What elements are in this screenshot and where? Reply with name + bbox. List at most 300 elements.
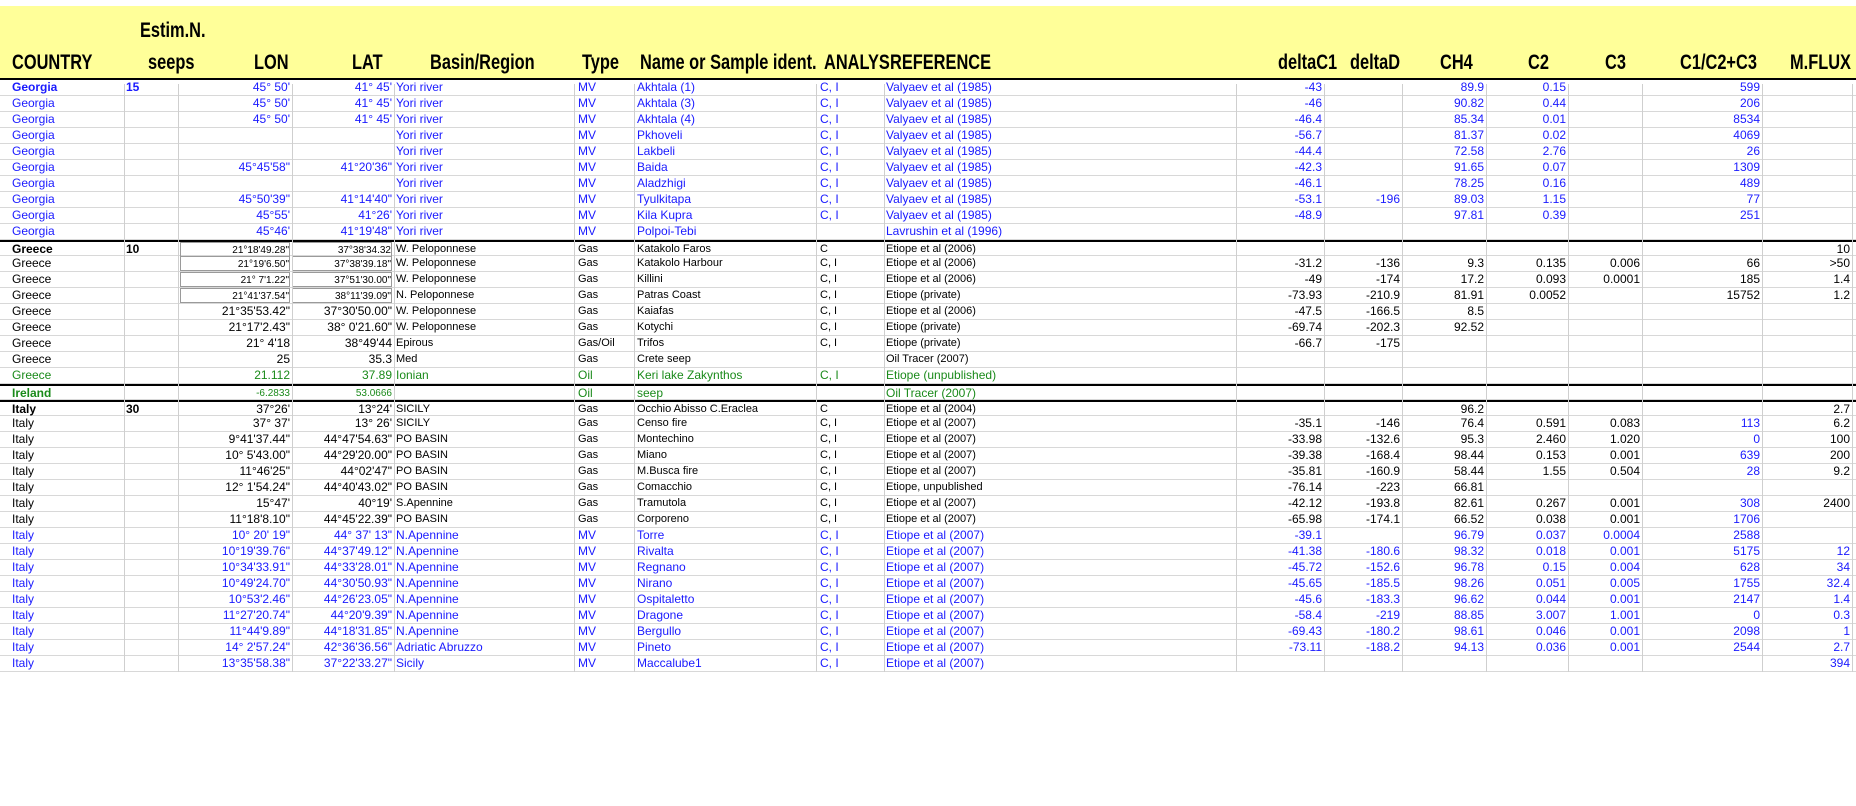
table-row (0, 448, 1856, 464)
cell-estim (126, 544, 166, 559)
grid-line (1402, 84, 1403, 672)
cell-name: Crete seep (637, 353, 691, 365)
cell-type: Gas (578, 403, 599, 415)
cell-basin: W. Peloponnese (396, 273, 477, 285)
cell-basin: Yori river (396, 96, 443, 110)
table-row (0, 352, 1856, 368)
cell-type: Gas (578, 257, 599, 269)
cell-basin: N.Apennine (396, 592, 459, 606)
grid-line (1324, 84, 1325, 672)
grid-line (178, 84, 179, 672)
cell-c3: 0.001 (1609, 624, 1640, 638)
cell-c2: 0.018 (1535, 544, 1566, 558)
cell-country: Georgia (12, 96, 55, 110)
cell-type: MV (578, 176, 596, 190)
cell-lon: 45° 50' (252, 96, 290, 110)
table-row (0, 96, 1856, 112)
header-estim-bottom: seeps (148, 51, 195, 74)
cell-analys: C, I (820, 528, 839, 542)
cell-deltac1: -46.1 (1294, 176, 1322, 190)
cell-mflux (1764, 336, 1850, 351)
cell-mflux (1764, 512, 1850, 527)
cell-ratio: 308 (1739, 496, 1760, 510)
cell-ch4: 17.2 (1460, 272, 1484, 286)
cell-lat: 35.3 (368, 352, 392, 366)
cell-deltad: -202.3 (1365, 320, 1400, 334)
cell-lat: 41°20'36" (340, 160, 392, 174)
cell-deltac1: -43 (1304, 80, 1322, 94)
cell-reference: Etiope et al (2007) (886, 544, 985, 558)
cell-country: Italy (12, 464, 35, 478)
cell-reference: Etiope et al (2007) (886, 513, 976, 525)
cell-deltad: -136 (1375, 256, 1400, 270)
table-row (0, 112, 1856, 128)
table-row (0, 640, 1856, 656)
cell-country: Italy (12, 432, 35, 446)
cell-mflux: 2.7 (1833, 640, 1850, 654)
cell-basin: W. Peloponnese (396, 257, 477, 269)
cell-c2 (1488, 242, 1566, 257)
cell-deltad (1326, 128, 1400, 143)
cell-deltad (1326, 144, 1400, 159)
cell-mflux: 100 (1829, 432, 1850, 446)
cell-reference: Etiope et al (2006) (886, 257, 976, 269)
cell-mflux (1764, 528, 1850, 543)
cell-deltad (1326, 96, 1400, 111)
table-row (0, 528, 1856, 544)
cell-c3: 0.001 (1609, 512, 1640, 526)
cell-reference: Etiope et al (2007) (886, 528, 985, 542)
cell-reference: Valyaev et al (1985) (886, 96, 992, 110)
cell-ratio: 28 (1746, 464, 1760, 478)
cell-estim (126, 576, 166, 591)
cell-name: Censo fire (637, 417, 688, 429)
cell-ratio: 15752 (1726, 288, 1760, 302)
cell-ch4: 98.44 (1453, 448, 1484, 462)
cell-analys: C, I (820, 368, 839, 382)
cell-ratio: 66 (1746, 256, 1760, 270)
cell-deltad (1326, 224, 1400, 239)
cell-country: Greece (12, 336, 52, 350)
cell-deltac1: -69.74 (1287, 320, 1322, 334)
cell-lon: 10° 20' 19" (231, 528, 290, 542)
cell-deltac1 (1240, 352, 1322, 367)
cell-country: Georgia (12, 80, 58, 94)
cell-deltac1: -56.7 (1294, 128, 1322, 142)
cell-mflux: 2.7 (1833, 402, 1850, 416)
cell-estim (126, 592, 166, 607)
cell-ratio (1644, 386, 1760, 401)
table-row (0, 192, 1856, 208)
cell-analys: C, I (820, 513, 838, 525)
cell-deltad (1326, 176, 1400, 191)
cell-deltad: -174 (1375, 272, 1400, 286)
cell-ch4: 98.61 (1453, 624, 1484, 638)
cell-ratio: 206 (1739, 96, 1760, 110)
cell-basin: Yori river (396, 208, 443, 222)
cell-ch4: 89.9 (1460, 80, 1484, 94)
cell-c2: 0.44 (1542, 96, 1566, 110)
cell-deltac1: -73.93 (1287, 288, 1322, 302)
cell-name: Katakolo Harbour (637, 257, 723, 269)
cell-name: Comacchio (637, 481, 693, 493)
cell-analys: C, I (820, 544, 839, 558)
cell-deltad: -160.9 (1365, 464, 1400, 478)
table-row (0, 80, 1856, 96)
cell-lat: 44°33'28.01" (323, 560, 392, 574)
cell-deltac1: -76.14 (1287, 480, 1322, 494)
cell-c3 (1570, 304, 1640, 319)
cell-country: Italy (12, 528, 35, 542)
cell-country: Greece (12, 256, 52, 270)
cell-c2: 0.038 (1535, 512, 1566, 526)
cell-reference: Etiope et al (2007) (886, 497, 976, 509)
cell-c2 (1488, 368, 1566, 383)
cell-estim (126, 336, 166, 351)
cell-mflux: 1.4 (1833, 592, 1850, 606)
header-lat: LAT (352, 51, 383, 74)
cell-analys: C, I (820, 497, 838, 509)
header-c3: C3 (1605, 51, 1626, 74)
cell-type: Oil (578, 368, 593, 382)
table-row (0, 176, 1856, 192)
cell-ch4: 81.37 (1453, 128, 1484, 142)
cell-c3: 0.0004 (1603, 528, 1640, 542)
table-body (0, 80, 1856, 672)
cell-country: Italy (12, 640, 35, 654)
cell-basin: N.Apennine (396, 528, 459, 542)
cell-basin: N.Apennine (396, 544, 459, 558)
cell-type: MV (578, 624, 596, 638)
grid-line (1236, 84, 1237, 672)
cell-mflux: 32.4 (1826, 576, 1850, 590)
cell-mflux: 1.2 (1833, 288, 1850, 302)
cell-analys: C, I (820, 608, 839, 622)
cell-type: MV (578, 96, 596, 110)
cell-mflux: 10 (1836, 242, 1850, 256)
cell-analys: C, I (820, 449, 838, 461)
cell-ratio: 4069 (1733, 128, 1760, 142)
header-deltad: deltaD (1350, 51, 1401, 74)
cell-deltac1: -46 (1304, 96, 1322, 110)
table-row (0, 288, 1856, 304)
cell-basin: SICILY (396, 403, 431, 415)
cell-deltad (1326, 352, 1400, 367)
cell-basin: N.Apennine (396, 608, 459, 622)
cell-c3: 0.005 (1609, 576, 1640, 590)
cell-type: MV (578, 640, 596, 654)
cell-name: Trifos (637, 337, 665, 349)
cell-c2: 0.153 (1535, 448, 1566, 462)
cell-type: Gas (578, 433, 599, 445)
cell-name: Keri lake Zakynthos (637, 368, 743, 382)
cell-estim (126, 624, 166, 639)
cell-ch4: 96.79 (1453, 528, 1484, 542)
cell-deltad: -183.3 (1365, 592, 1400, 606)
cell-country: Georgia (12, 208, 55, 222)
cell-ch4: 98.32 (1453, 544, 1484, 558)
cell-deltac1 (1240, 368, 1322, 383)
cell-lat (292, 176, 392, 191)
header-country: COUNTRY (12, 51, 93, 74)
table-row (0, 464, 1856, 480)
cell-c3: 1.020 (1609, 432, 1640, 446)
cell-c3: 0.001 (1609, 640, 1640, 654)
cell-lat: 44°02'47" (340, 464, 392, 478)
cell-lat: 42°36'36.56" (323, 640, 392, 654)
header-type: Type (582, 51, 620, 74)
cell-analys: C, I (820, 144, 839, 158)
cell-country: Italy (12, 576, 35, 590)
cell-deltac1 (1240, 242, 1322, 257)
cell-lon: 45°46' (256, 224, 290, 238)
cell-c3 (1570, 656, 1640, 671)
cell-analys: C, I (820, 96, 839, 110)
cell-country: Italy (12, 402, 37, 416)
cell-deltad (1326, 160, 1400, 175)
cell-deltad: -166.5 (1365, 304, 1400, 318)
cell-name: Ospitaletto (637, 592, 695, 606)
cell-deltac1: -49 (1304, 272, 1322, 286)
cell-mflux (1764, 352, 1850, 367)
cell-type: Gas (578, 449, 599, 461)
cell-ratio: 489 (1739, 176, 1760, 190)
cell-estim (126, 224, 166, 239)
cell-ratio: 2098 (1733, 624, 1760, 638)
cell-type: MV (578, 224, 596, 238)
header-name: Name or Sample ident. (640, 51, 817, 74)
cell-ch4: 89.03 (1453, 192, 1484, 206)
cell-lon: 45°55' (256, 208, 290, 222)
cell-lat: 44°47'54.63" (323, 432, 392, 446)
cell-reference: Valyaev et al (1985) (886, 112, 992, 126)
cell-deltad: -174.1 (1365, 512, 1400, 526)
cell-c2: 1.55 (1542, 464, 1566, 478)
cell-lon: 13°35'58.38" (221, 656, 290, 670)
cell-lat: 41°26' (358, 208, 392, 222)
cell-c3: 0.004 (1609, 560, 1640, 574)
cell-basin: W. Peloponnese (396, 321, 477, 333)
cell-ch4: 76.4 (1460, 416, 1484, 430)
cell-basin: Yori river (396, 128, 443, 142)
cell-country: Greece (12, 242, 53, 256)
cell-deltad (1326, 112, 1400, 127)
cell-ratio (1644, 336, 1760, 351)
cell-analys: C, I (820, 592, 839, 606)
cell-c2 (1488, 402, 1566, 417)
cell-lon: 21.112 (254, 368, 290, 382)
cell-basin: Med (396, 353, 418, 365)
cell-deltac1: -31.2 (1294, 256, 1322, 270)
header-estim-top: Estim.N. (140, 19, 206, 42)
cell-c3: 1.001 (1609, 608, 1640, 622)
cell-basin: W. Peloponnese (396, 305, 477, 317)
cell-ch4 (1404, 224, 1484, 239)
cell-deltac1: -35.1 (1294, 416, 1322, 430)
cell-name: Dragone (637, 608, 684, 622)
cell-c2: 0.0052 (1529, 288, 1566, 302)
cell-estim (126, 288, 166, 303)
cell-reference: Etiope et al (2007) (886, 640, 985, 654)
cell-name: Corporeno (637, 513, 689, 525)
cell-reference: Oil Tracer (2007) (886, 386, 977, 400)
cell-c2: 0.02 (1542, 128, 1566, 142)
table-row (0, 544, 1856, 560)
cell-basin: SICILY (396, 417, 431, 429)
cell-ch4: 66.81 (1453, 480, 1484, 494)
cell-reference: Valyaev et al (1985) (886, 192, 992, 206)
cell-basin: Yori river (396, 112, 443, 126)
cell-ch4: 8.5 (1467, 304, 1484, 318)
table-row (0, 272, 1856, 288)
cell-deltac1: -39.38 (1287, 448, 1322, 462)
cell-ch4: 90.82 (1453, 96, 1484, 110)
cell-reference: Etiope et al (2007) (886, 608, 985, 622)
cell-estim (126, 416, 166, 431)
cell-mflux: 6.2 (1833, 416, 1850, 430)
header-c1c2c3: C1/C2+C3 (1680, 51, 1757, 74)
cell-basin: PO BASIN (396, 513, 448, 525)
cell-analys: C, I (820, 481, 838, 493)
cell-estim (126, 656, 166, 671)
cell-reference: Etiope et al (2007) (886, 656, 985, 670)
cell-country: Ireland (12, 386, 52, 400)
cell-lon: -6.2833 (256, 388, 290, 399)
cell-lat: 44°26'23.05" (323, 592, 392, 606)
cell-lon: 21°18'49.28" (180, 242, 290, 257)
cell-lon: 45° 50' (252, 112, 290, 126)
cell-ratio: 1309 (1733, 160, 1760, 174)
header-basin: Basin/Region (430, 51, 535, 74)
cell-ch4: 96.78 (1453, 560, 1484, 574)
cell-ch4 (1404, 656, 1484, 671)
cell-c2 (1488, 336, 1566, 351)
cell-lat: 38°49'44 (344, 336, 392, 350)
cell-country: Italy (12, 496, 35, 510)
cell-c2: 3.007 (1535, 608, 1566, 622)
cell-c3 (1570, 224, 1640, 239)
cell-c2 (1488, 224, 1566, 239)
cell-deltac1 (1240, 402, 1322, 417)
cell-lon: 25 (276, 352, 290, 366)
cell-lon: 37° 37' (252, 416, 290, 430)
cell-lon (180, 176, 290, 191)
cell-name: Miano (637, 449, 667, 461)
cell-ch4: 82.61 (1453, 496, 1484, 510)
cell-ratio: 5175 (1733, 544, 1760, 558)
cell-reference: Valyaev et al (1985) (886, 80, 992, 94)
cell-type: MV (578, 192, 596, 206)
cell-estim (126, 368, 166, 383)
cell-lon: 45°45'58" (238, 160, 290, 174)
cell-analys: C, I (820, 656, 839, 670)
cell-deltac1: -47.5 (1294, 304, 1322, 318)
cell-country: Italy (12, 608, 35, 622)
cell-deltac1: -42.12 (1287, 496, 1322, 510)
cell-c2: 0.267 (1535, 496, 1566, 510)
cell-basin: Yori river (396, 160, 443, 174)
cell-lon: 11°46'25" (239, 464, 290, 478)
cell-basin: PO BASIN (396, 449, 448, 461)
cell-reference: Etiope et al (2006) (886, 243, 976, 255)
cell-lat: 37°51'30.00" (292, 272, 392, 287)
cell-ratio: 1706 (1733, 512, 1760, 526)
cell-ch4 (1404, 242, 1484, 257)
cell-lat (292, 128, 392, 143)
header-c2: C2 (1528, 51, 1549, 74)
cell-type: Oil (578, 386, 593, 400)
cell-basin: PO BASIN (396, 433, 448, 445)
cell-analys: C, I (820, 417, 838, 429)
cell-ratio (1644, 352, 1760, 367)
cell-deltac1: -35.81 (1287, 464, 1322, 478)
cell-c2: 0.07 (1542, 160, 1566, 174)
cell-reference: Valyaev et al (1985) (886, 176, 992, 190)
cell-lat: 37°30'50.00" (323, 304, 392, 318)
cell-estim (126, 192, 166, 207)
cell-lat: 37°38'34.32 (292, 242, 392, 257)
cell-country: Georgia (12, 128, 55, 142)
cell-ch4: 95.3 (1460, 432, 1484, 446)
cell-estim (126, 464, 166, 479)
table-row (0, 432, 1856, 448)
cell-deltad: -132.6 (1365, 432, 1400, 446)
cell-lon: 10°49'24.70" (221, 576, 290, 590)
cell-c2: 0.036 (1535, 640, 1566, 654)
cell-estim: 15 (126, 80, 140, 94)
cell-ch4 (1404, 368, 1484, 383)
cell-name: Baida (637, 160, 668, 174)
cell-country: Greece (12, 304, 52, 318)
cell-deltad (1326, 402, 1400, 417)
cell-ch4: 96.62 (1453, 592, 1484, 606)
cell-lat: 37°38'39.18" (292, 256, 392, 271)
cell-name: seep (637, 386, 664, 400)
cell-c3 (1570, 368, 1640, 383)
cell-ratio: 77 (1746, 192, 1760, 206)
cell-analys: C, I (820, 273, 838, 285)
cell-c2: 0.044 (1535, 592, 1566, 606)
cell-deltad: -223 (1375, 480, 1400, 494)
cell-estim (126, 640, 166, 655)
cell-name: Nirano (637, 576, 673, 590)
cell-c3 (1570, 336, 1640, 351)
cell-estim: 10 (126, 242, 140, 256)
table-row (0, 624, 1856, 640)
cell-ch4: 98.26 (1453, 576, 1484, 590)
cell-lat: 37°22'33.27" (323, 656, 392, 670)
cell-type: MV (578, 112, 596, 126)
cell-type: Gas (578, 321, 599, 333)
cell-estim (126, 304, 166, 319)
cell-reference: Lavrushin et al (1996) (886, 224, 1003, 238)
cell-c2: 0.135 (1535, 256, 1566, 270)
cell-estim: 30 (126, 402, 140, 416)
table-row (0, 384, 1856, 400)
cell-deltad: -188.2 (1365, 640, 1400, 654)
cell-estim (126, 496, 166, 511)
cell-c3: 0.083 (1609, 416, 1640, 430)
cell-lon: 10°34'33.91" (221, 560, 290, 574)
cell-mflux (1764, 176, 1850, 191)
grid-line (1852, 84, 1853, 672)
cell-mflux (1764, 480, 1850, 495)
cell-basin: Yori river (396, 176, 443, 190)
cell-c2: 2.76 (1542, 144, 1566, 158)
cell-deltad (1326, 386, 1400, 401)
cell-mflux: 34 (1836, 560, 1850, 574)
cell-mflux (1764, 192, 1850, 207)
